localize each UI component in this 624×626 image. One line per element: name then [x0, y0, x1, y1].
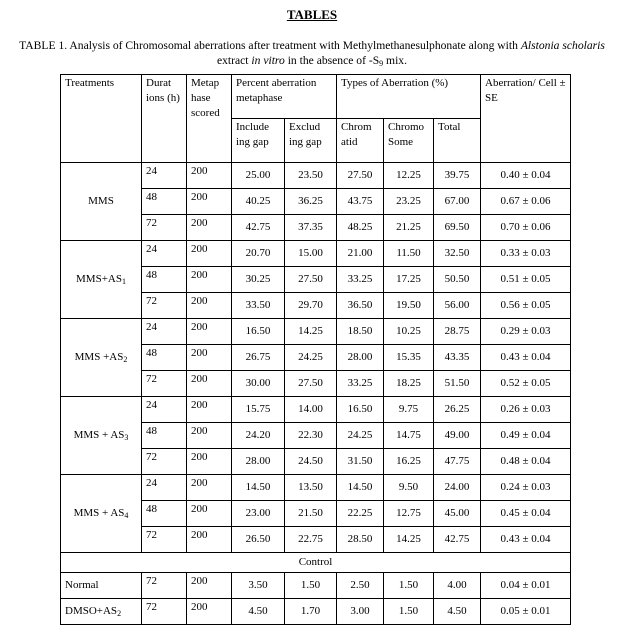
metaphase-cell: 200	[187, 241, 232, 267]
header-chromatid: Chrom atid	[337, 119, 384, 163]
total-cell: 39.75	[434, 163, 481, 189]
header-percent-aberration: Percent aberration metaphase	[232, 75, 337, 119]
control-row	[61, 553, 571, 573]
aberration-per-cell-cell: 0.43 ± 0.04	[481, 345, 571, 371]
chromosome-cell: 19.50	[384, 293, 434, 319]
table-row	[61, 573, 571, 599]
excluding-gap-cell: 21.50	[285, 501, 337, 527]
duration-cell: 48	[142, 189, 187, 215]
duration-cell: 72	[142, 573, 187, 599]
excluding-gap-cell: 24.25	[285, 345, 337, 371]
excluding-gap-cell: 37.35	[285, 215, 337, 241]
metaphase-cell: 200	[187, 449, 232, 475]
including-gap-cell: 26.75	[232, 345, 285, 371]
chromatid-cell: 27.50	[337, 163, 384, 189]
excluding-gap-cell: 1.50	[285, 573, 337, 599]
table-body	[61, 163, 571, 625]
duration-cell: 24	[142, 397, 187, 423]
including-gap-cell: 3.50	[232, 573, 285, 599]
chromatid-cell: 18.50	[337, 319, 384, 345]
duration-cell: 72	[142, 527, 187, 553]
excluding-gap-cell: 23.50	[285, 163, 337, 189]
caption-in-vitro: in vitro	[251, 54, 285, 67]
header-metaphase-scored: Metap hase scored	[187, 75, 232, 163]
chromatid-cell: 36.50	[337, 293, 384, 319]
aberration-per-cell-cell: 0.40 ± 0.04	[481, 163, 571, 189]
header-chromosome: Chromo Some	[384, 119, 434, 163]
excluding-gap-cell: 29.70	[285, 293, 337, 319]
chromosome-cell: 10.25	[384, 319, 434, 345]
duration-cell: 48	[142, 267, 187, 293]
chromosome-cell: 12.25	[384, 163, 434, 189]
treatment-subscript: 4	[124, 511, 129, 520]
treatment-cell	[61, 163, 142, 241]
treatment-label: MMS+AS	[76, 273, 122, 285]
chromosome-cell: 16.25	[384, 449, 434, 475]
excluding-gap-cell: 13.50	[285, 475, 337, 501]
metaphase-cell: 200	[187, 189, 232, 215]
excluding-gap-cell: 24.50	[285, 449, 337, 475]
table-caption	[8, 38, 616, 68]
total-cell: 4.50	[434, 599, 481, 625]
aberration-per-cell-cell: 0.04 ± 0.01	[481, 573, 571, 599]
caption-species: Alstonia scholaris	[520, 39, 605, 52]
total-cell: 50.50	[434, 267, 481, 293]
duration-cell: 48	[142, 501, 187, 527]
treatment-cell	[61, 397, 142, 475]
treatment-label: MMS	[88, 195, 114, 207]
duration-cell: 72	[142, 215, 187, 241]
excluding-gap-cell: 27.50	[285, 267, 337, 293]
aberration-per-cell-cell: 0.70 ± 0.06	[481, 215, 571, 241]
aberration-per-cell-cell: 0.67 ± 0.06	[481, 189, 571, 215]
chromosome-cell: 21.25	[384, 215, 434, 241]
aberration-per-cell-cell: 0.26 ± 0.03	[481, 397, 571, 423]
header-treatments: Treatments	[61, 75, 142, 163]
control-label: Control	[61, 553, 571, 573]
total-cell: 67.00	[434, 189, 481, 215]
including-gap-cell: 28.00	[232, 449, 285, 475]
duration-cell: 24	[142, 475, 187, 501]
aberration-per-cell-cell: 0.43 ± 0.04	[481, 527, 571, 553]
total-cell: 51.50	[434, 371, 481, 397]
total-cell: 32.50	[434, 241, 481, 267]
treatment-cell	[61, 573, 142, 599]
header-types-of-aberration: Types of Aberration (%)	[337, 75, 481, 119]
caption-text-1: TABLE 1. Analysis of Chromosomal aberrations after treatment with Methylmethanesulphonate along with	[19, 39, 521, 52]
including-gap-cell: 30.00	[232, 371, 285, 397]
metaphase-cell: 200	[187, 599, 232, 625]
including-gap-cell: 15.75	[232, 397, 285, 423]
chromosome-cell: 15.35	[384, 345, 434, 371]
metaphase-cell: 200	[187, 501, 232, 527]
metaphase-cell: 200	[187, 215, 232, 241]
header-durations: Durat ions (h)	[142, 75, 187, 163]
table-row	[61, 599, 571, 625]
chromosome-cell: 9.75	[384, 397, 434, 423]
total-cell: 42.75	[434, 527, 481, 553]
chromatid-cell: 28.00	[337, 345, 384, 371]
chromatid-cell: 22.25	[337, 501, 384, 527]
total-cell: 26.25	[434, 397, 481, 423]
total-cell: 45.00	[434, 501, 481, 527]
excluding-gap-cell: 14.25	[285, 319, 337, 345]
treatment-label: Normal	[65, 579, 99, 591]
total-cell: 69.50	[434, 215, 481, 241]
total-cell: 56.00	[434, 293, 481, 319]
including-gap-cell: 30.25	[232, 267, 285, 293]
excluding-gap-cell: 15.00	[285, 241, 337, 267]
treatment-label: DMSO+AS	[65, 605, 118, 617]
header-aberration-per-cell: Aberration/ Cell ± SE	[481, 75, 571, 163]
metaphase-cell: 200	[187, 475, 232, 501]
treatment-cell	[61, 475, 142, 553]
header-total: Total	[434, 119, 481, 163]
chromosome-cell: 18.25	[384, 371, 434, 397]
total-cell: 28.75	[434, 319, 481, 345]
chromatid-cell: 14.50	[337, 475, 384, 501]
metaphase-cell: 200	[187, 319, 232, 345]
metaphase-cell: 200	[187, 163, 232, 189]
treatment-label: MMS + AS	[73, 429, 125, 441]
aberration-per-cell-cell: 0.24 ± 0.03	[481, 475, 571, 501]
duration-cell: 48	[142, 345, 187, 371]
header-excluding-gap: Exclud ing gap	[285, 119, 337, 163]
duration-cell: 24	[142, 163, 187, 189]
chromatid-cell: 21.00	[337, 241, 384, 267]
chromatid-cell: 24.25	[337, 423, 384, 449]
chromatid-cell: 28.50	[337, 527, 384, 553]
treatment-subscript: 1	[121, 277, 126, 286]
excluding-gap-cell: 27.50	[285, 371, 337, 397]
including-gap-cell: 26.50	[232, 527, 285, 553]
including-gap-cell: 16.50	[232, 319, 285, 345]
table-row	[61, 397, 571, 423]
chromosome-cell: 11.50	[384, 241, 434, 267]
chromosome-cell: 14.25	[384, 527, 434, 553]
duration-cell: 72	[142, 599, 187, 625]
metaphase-cell: 200	[187, 293, 232, 319]
duration-cell: 72	[142, 449, 187, 475]
treatment-label: MMS + AS	[73, 507, 125, 519]
metaphase-cell: 200	[187, 573, 232, 599]
aberration-per-cell-cell: 0.29 ± 0.03	[481, 319, 571, 345]
metaphase-cell: 200	[187, 345, 232, 371]
chromatid-cell: 33.25	[337, 371, 384, 397]
caption-subscript: 9	[379, 59, 384, 68]
chromatid-cell: 3.00	[337, 599, 384, 625]
aberration-per-cell-cell: 0.56 ± 0.05	[481, 293, 571, 319]
aberration-per-cell-cell: 0.51 ± 0.05	[481, 267, 571, 293]
table-row	[61, 241, 571, 267]
aberration-per-cell-cell: 0.33 ± 0.03	[481, 241, 571, 267]
chromosome-cell: 1.50	[384, 573, 434, 599]
excluding-gap-cell: 14.00	[285, 397, 337, 423]
aberration-per-cell-cell: 0.49 ± 0.04	[481, 423, 571, 449]
duration-cell: 72	[142, 371, 187, 397]
including-gap-cell: 24.20	[232, 423, 285, 449]
treatment-cell	[61, 241, 142, 319]
total-cell: 49.00	[434, 423, 481, 449]
including-gap-cell: 14.50	[232, 475, 285, 501]
including-gap-cell: 20.70	[232, 241, 285, 267]
excluding-gap-cell: 22.75	[285, 527, 337, 553]
metaphase-cell: 200	[187, 527, 232, 553]
total-cell: 47.75	[434, 449, 481, 475]
including-gap-cell: 40.25	[232, 189, 285, 215]
table-row	[61, 319, 571, 345]
aberration-table	[60, 74, 571, 625]
chromosome-cell: 12.75	[384, 501, 434, 527]
metaphase-cell: 200	[187, 371, 232, 397]
treatment-cell	[61, 599, 142, 625]
chromatid-cell: 48.25	[337, 215, 384, 241]
chromatid-cell: 2.50	[337, 573, 384, 599]
caption-text-4: mix.	[383, 54, 407, 67]
treatment-subscript: 3	[124, 433, 129, 442]
including-gap-cell: 25.00	[232, 163, 285, 189]
chromatid-cell: 31.50	[337, 449, 384, 475]
excluding-gap-cell: 22.30	[285, 423, 337, 449]
aberration-per-cell-cell: 0.45 ± 0.04	[481, 501, 571, 527]
including-gap-cell: 4.50	[232, 599, 285, 625]
including-gap-cell: 33.50	[232, 293, 285, 319]
chromatid-cell: 16.50	[337, 397, 384, 423]
including-gap-cell: 42.75	[232, 215, 285, 241]
header-including-gap: Include ing gap	[232, 119, 285, 163]
treatment-cell	[61, 319, 142, 397]
total-cell: 4.00	[434, 573, 481, 599]
duration-cell: 24	[142, 319, 187, 345]
table-row	[61, 475, 571, 501]
chromosome-cell: 23.25	[384, 189, 434, 215]
chromatid-cell: 43.75	[337, 189, 384, 215]
caption-text-3: in the absence of -S	[284, 54, 380, 67]
excluding-gap-cell: 36.25	[285, 189, 337, 215]
aberration-per-cell-cell: 0.05 ± 0.01	[481, 599, 571, 625]
chromatid-cell: 33.25	[337, 267, 384, 293]
metaphase-cell: 200	[187, 267, 232, 293]
chromosome-cell: 1.50	[384, 599, 434, 625]
chromosome-cell: 9.50	[384, 475, 434, 501]
including-gap-cell: 23.00	[232, 501, 285, 527]
page-title: TABLES	[286, 7, 338, 22]
total-cell: 43.35	[434, 345, 481, 371]
aberration-per-cell-cell: 0.52 ± 0.05	[481, 371, 571, 397]
duration-cell: 24	[142, 241, 187, 267]
aberration-per-cell-cell: 0.48 ± 0.04	[481, 449, 571, 475]
duration-cell: 72	[142, 293, 187, 319]
excluding-gap-cell: 1.70	[285, 599, 337, 625]
chromosome-cell: 17.25	[384, 267, 434, 293]
metaphase-cell: 200	[187, 423, 232, 449]
treatment-subscript: 2	[123, 355, 128, 364]
duration-cell: 48	[142, 423, 187, 449]
table-row	[61, 163, 571, 189]
caption-text-2: extract	[216, 54, 252, 67]
metaphase-cell: 200	[187, 397, 232, 423]
total-cell: 24.00	[434, 475, 481, 501]
chromosome-cell: 14.75	[384, 423, 434, 449]
treatment-label: MMS +AS	[74, 351, 124, 363]
treatment-subscript: 2	[117, 609, 122, 618]
